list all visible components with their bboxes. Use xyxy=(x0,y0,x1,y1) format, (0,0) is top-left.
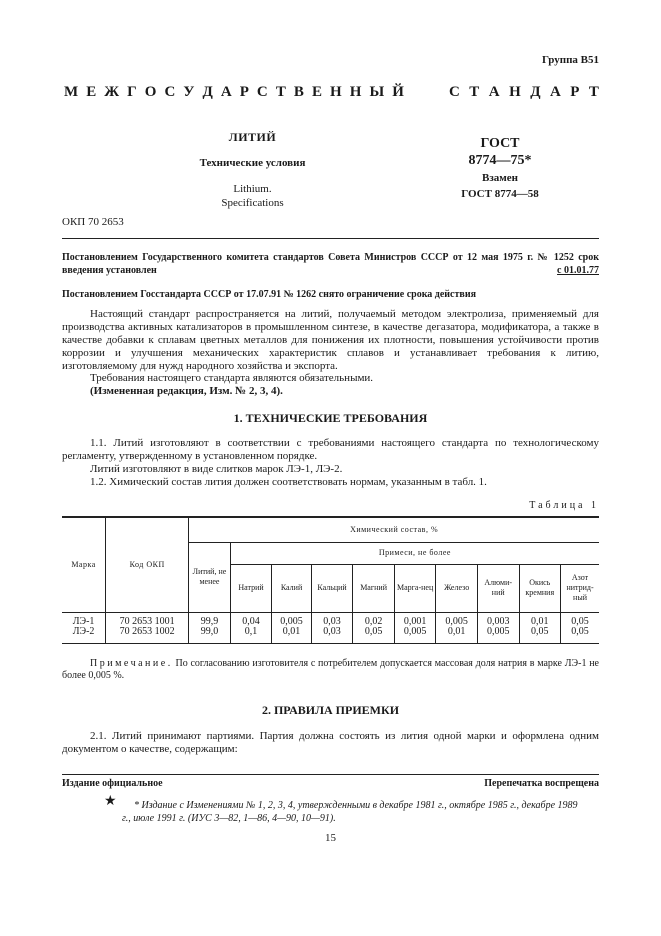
footer xyxy=(62,778,599,789)
table-row xyxy=(62,612,599,627)
banner-letter: Н xyxy=(330,84,342,100)
table-caption: Таблица 1 xyxy=(529,500,599,511)
banner-letter: А xyxy=(220,84,232,100)
clause-1-1-ingots: Литий изготовляют в виде слитков марок ЛЭ-1, ЛЭ-2. xyxy=(90,463,343,475)
banner-letter: Т xyxy=(588,84,599,100)
table-note xyxy=(62,658,599,682)
cell-mark: ЛЭ-2 xyxy=(62,627,106,644)
header-magnesium: Магний xyxy=(353,564,395,612)
banner-letter: Ж xyxy=(104,84,120,100)
banner-letter: Д xyxy=(530,84,541,100)
banner-letter: Т xyxy=(275,84,286,100)
gost-label: ГОСТ xyxy=(480,136,520,151)
product-title: ЛИТИЙ xyxy=(228,130,277,144)
cell-value: 0,005 xyxy=(477,627,519,644)
header-mark: Марка xyxy=(62,517,106,612)
banner-letter: А xyxy=(488,84,500,100)
official-edition: Издание официальное xyxy=(62,778,163,789)
star-icon: ★ xyxy=(104,794,117,809)
banner-letter: Н xyxy=(509,84,521,100)
divider xyxy=(62,238,599,239)
banner-letter: Е xyxy=(86,84,97,100)
decree-line-1: Постановлением Государственного комитета стандартов Совета Министров СССР от 12 мая 1975 г. № 1252 срок xyxy=(62,252,599,263)
revision-note: (Измененная редакция, Изм. № 2, 3, 4). xyxy=(90,385,283,397)
product-subtitle: Технические условия xyxy=(199,157,306,169)
header-manganese: Марга-нец xyxy=(394,564,436,612)
banner-letter: Ы xyxy=(369,84,385,100)
okp-code: ОКП 70 2653 xyxy=(62,216,124,228)
cell-okp: 70 2653 1002 xyxy=(106,627,189,644)
banner-letter: Д xyxy=(202,84,213,100)
header-potassium: Калий xyxy=(272,564,311,612)
reprint-prohibited: Перепечатка воспрещена xyxy=(484,778,599,789)
clause-1-1: 1.1. Литий изготовляют в соответствии с требованиями настоящего стандарта по технологическому регламенту, утвержденному в установленном порядке. xyxy=(62,437,599,462)
banner-letter: А xyxy=(549,84,561,100)
cell-value: 0,003 xyxy=(477,612,519,627)
banner-letter: С xyxy=(449,84,460,100)
cell-mark: ЛЭ-1 xyxy=(72,615,95,627)
clause-2-1: 2.1. Литий принимают партиями. Партия должна состоять из лития одной марки и оформлена одним документом о качестве, содержащим: xyxy=(62,730,599,755)
header-okp: Код ОКП xyxy=(106,517,189,612)
cell-value: 0,04 xyxy=(230,612,272,627)
english-title-line-1: Lithium. xyxy=(233,183,272,195)
banner-letter: Р xyxy=(570,84,580,100)
cell-value: 0,005 xyxy=(394,627,436,644)
banner-letter: Р xyxy=(239,84,249,100)
header-calcium: Кальций xyxy=(311,564,353,612)
header-impurities: Примеси, не более xyxy=(230,542,599,564)
table-row xyxy=(62,627,599,644)
note-text: По согласованию изготовителя с потребителем допускается массовая доля натрия в марке ЛЭ-1 не более 0,005 %. xyxy=(62,658,599,681)
edition-footnote: * Издание с Изменениями № 1, 2, 3, 4, утвержденными в декабре 1981 г., октябре 1985 г., декабре 1989 г., июле 1991 г. (ИУС 3—82, 1—86, 4—90, 10—91). xyxy=(122,800,578,824)
banner-letter: Н xyxy=(349,84,362,100)
decree-line-3: Постановлением Госстандарта СССР от 17.07.91 № 1262 снято ограничение срока действия xyxy=(62,289,476,300)
cell-value: 0,05 xyxy=(561,627,599,644)
mandatory-paragraph: Требования настоящего стандарта являются обязательными. xyxy=(90,372,374,384)
banner-letter: О xyxy=(144,84,157,100)
intro-paragraph: Настоящий стандарт распространяется на литий, получаемый методом электролиза, применяемый для производства активных катализаторов в промышленном синтезе, в качестве дегазатора, модификатора, а также в качестве добавки к сплавам цветных металлов для понижения их плотности, повышения устойчивости против коррозии и улучшения механических характеристик сплавов и устанавливает требования к литию, изготовляемому для нужд народного хозяйства и экспорта. xyxy=(62,308,599,372)
banner-letter: У xyxy=(183,84,195,100)
banner-letter: Г xyxy=(127,84,137,100)
header-aluminium: Алюми-ний xyxy=(477,564,519,612)
cell-value: 0,005 xyxy=(436,612,478,627)
page-number: 15 xyxy=(325,832,336,844)
gost-number: 8774—75* xyxy=(468,153,532,168)
header-iron: Железо xyxy=(436,564,478,612)
cell-value: 0,1 xyxy=(230,627,272,644)
section-2-heading: 2. ПРАВИЛА ПРИЕМКИ xyxy=(261,703,400,717)
standard-banner xyxy=(64,84,599,101)
cell-okp: 70 2653 1001 xyxy=(106,612,189,627)
cell-value: 0,005 xyxy=(272,612,311,627)
cell-value: 0,05 xyxy=(519,627,561,644)
cell-value: 0,02 xyxy=(353,612,395,627)
cell-value: 99,0 xyxy=(189,627,231,644)
cell-value: 0,05 xyxy=(353,627,395,644)
section-1-heading: 1. ТЕХНИЧЕСКИЕ ТРЕБОВАНИЯ xyxy=(233,411,428,425)
cell-value: 0,01 xyxy=(436,627,478,644)
cell-value: 0,01 xyxy=(519,612,561,627)
decree-date: с 01.01.77 xyxy=(557,265,599,276)
english-title-line-2: Specifications xyxy=(221,197,284,209)
cell-value: 0,05 xyxy=(561,612,599,627)
banner-letter: Й xyxy=(392,84,404,100)
group-code: Группа В51 xyxy=(541,54,599,66)
cell-value: 0,03 xyxy=(311,627,353,644)
banner-right xyxy=(449,84,599,101)
composition-table xyxy=(62,516,599,644)
banner-letter: С xyxy=(164,84,176,100)
english-title xyxy=(130,182,375,210)
header-lithium: Литий, не менее xyxy=(189,542,231,612)
header-chemical: Химический состав, % xyxy=(189,517,599,542)
note-label: Примечание. xyxy=(90,658,173,669)
cell-value: 0,03 xyxy=(311,612,353,627)
clause-1-2: 1.2. Химический состав лития должен соответствовать нормам, указанным в табл. 1. xyxy=(90,476,487,488)
gost-replaced-number: ГОСТ 8774—58 xyxy=(461,188,539,200)
cell-value: 99,9 xyxy=(189,612,231,627)
banner-letter: В xyxy=(293,84,304,100)
cell-value: 0,001 xyxy=(394,612,436,627)
header-silica: Окись кремния xyxy=(519,564,561,612)
cell-value: 0,01 xyxy=(272,627,311,644)
banner-left xyxy=(64,84,404,101)
decree-line-2 xyxy=(62,264,599,277)
header-sodium: Натрий xyxy=(230,564,272,612)
banner-letter: Е xyxy=(311,84,322,100)
gost-replaces-label: Взамен xyxy=(482,172,518,184)
banner-letter: Т xyxy=(469,84,480,100)
footer-divider xyxy=(62,774,599,775)
banner-letter: М xyxy=(64,84,79,100)
decree-intro: введения установлен xyxy=(62,265,157,276)
banner-letter: С xyxy=(256,84,268,100)
header-nitride-nitrogen: Азот нитрид-ный xyxy=(561,564,599,612)
